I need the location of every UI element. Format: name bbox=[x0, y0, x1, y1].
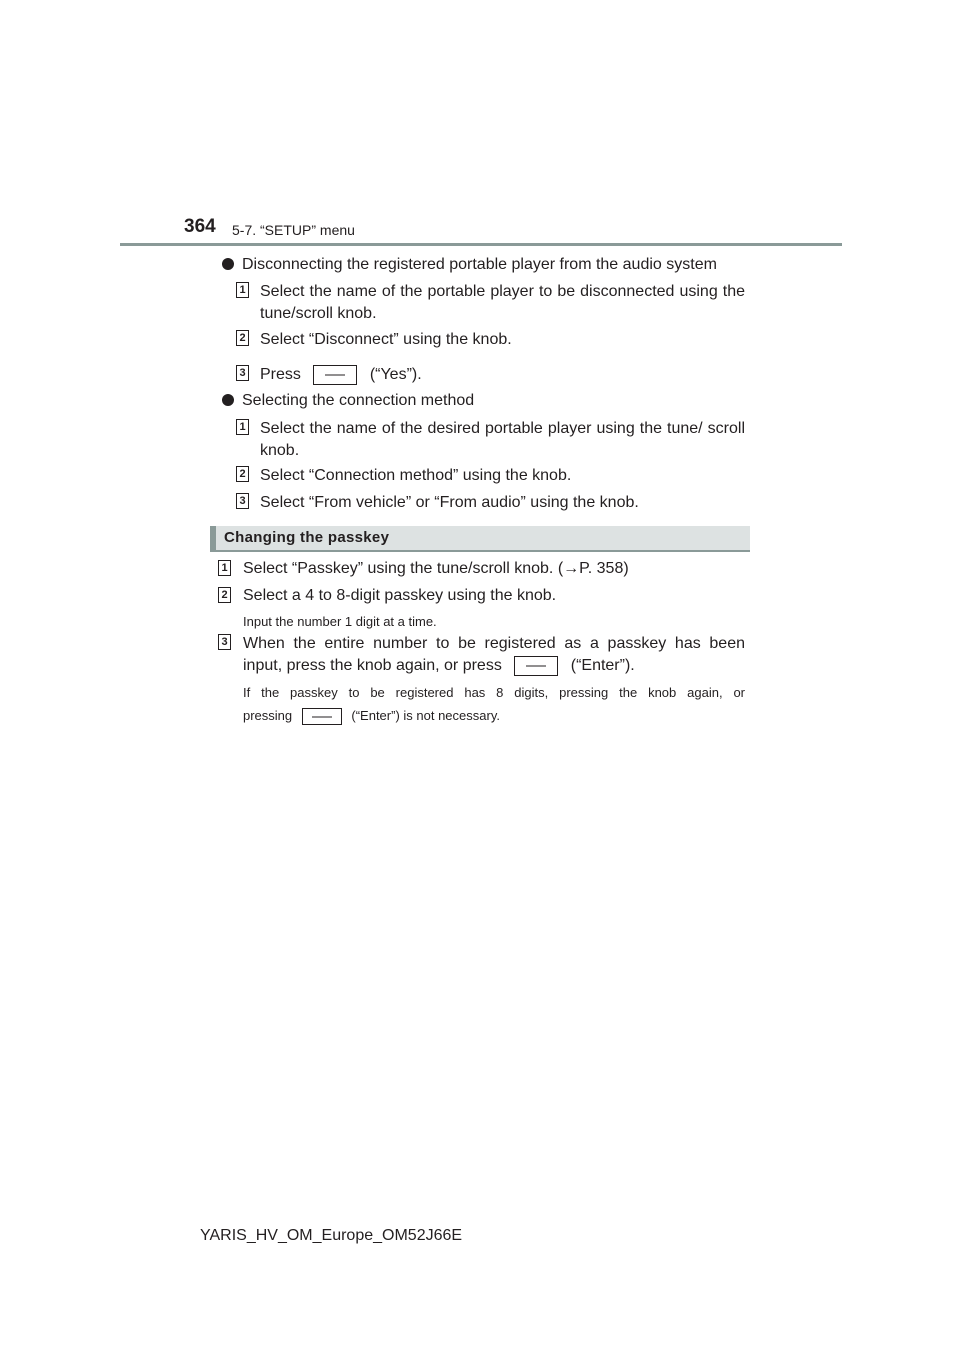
step-number-box: 2 bbox=[218, 587, 231, 603]
passkey-step-3-line-2 bbox=[243, 655, 635, 677]
enter-button-icon bbox=[514, 656, 558, 676]
passkey-step-3-line-1: When the entire number to be registered as a passkey has been bbox=[243, 635, 745, 652]
connection-step-1: Select the name of the desired portable player using the tune/ scroll knob. bbox=[260, 420, 745, 459]
disconnect-step-1: Select the name of the portable player to be disconnected using the tune/scroll knob. bbox=[260, 283, 745, 322]
disconnect-step-2: Select “Disconnect” using the knob. bbox=[260, 331, 512, 348]
passkey-note-line-2 bbox=[243, 704, 500, 727]
yes-label: (“Yes”). bbox=[369, 366, 422, 383]
press-label: Press bbox=[260, 366, 301, 383]
step-number-box: 3 bbox=[218, 634, 231, 650]
passkey-note-line-1: If the passkey to be registered has 8 digits, pressing the knob again, or bbox=[243, 685, 745, 700]
step-number-box: 3 bbox=[236, 365, 249, 381]
page-reference: P. 358) bbox=[579, 560, 629, 577]
enter-button-icon bbox=[302, 708, 342, 725]
bullet-dot-icon bbox=[222, 394, 234, 406]
arrow-icon: → bbox=[563, 560, 580, 577]
step-number-box: 2 bbox=[236, 466, 249, 482]
step-number-box: 1 bbox=[236, 419, 249, 435]
section-title: 5-7. “SETUP” menu bbox=[232, 222, 355, 238]
step-number-box: 1 bbox=[218, 560, 231, 576]
passkey-step-3-prefix: input, press the knob again, or press bbox=[243, 657, 502, 674]
page-number: 364 bbox=[184, 216, 216, 237]
step-number-box: 1 bbox=[236, 282, 249, 298]
passkey-step-1 bbox=[243, 558, 629, 580]
bullet-dot-icon bbox=[222, 258, 234, 270]
disconnect-step-3 bbox=[260, 364, 422, 386]
document-id: YARIS_HV_OM_Europe_OM52J66E bbox=[200, 1227, 463, 1244]
connection-heading-text: Selecting the connection method bbox=[242, 392, 475, 409]
passkey-step-2-note: Input the number 1 digit at a time. bbox=[243, 614, 437, 629]
disconnect-heading-text: Disconnecting the registered portable player from the audio system bbox=[242, 256, 717, 273]
passkey-step-1-text: Select “Passkey” using the tune/scroll knob. ( bbox=[243, 560, 564, 577]
connection-step-3: Select “From vehicle” or “From audio” using the knob. bbox=[260, 494, 639, 511]
passkey-note-prefix: pressing bbox=[243, 708, 293, 723]
passkey-step-2: Select a 4 to 8-digit passkey using the knob. bbox=[243, 587, 557, 604]
section-heading-bar bbox=[210, 526, 750, 552]
yes-button-icon bbox=[313, 365, 357, 385]
connection-step-2: Select “Connection method” using the knob. bbox=[260, 467, 572, 484]
step-number-box: 3 bbox=[236, 493, 249, 509]
passkey-step-3-suffix: (“Enter”). bbox=[570, 657, 635, 674]
connection-heading bbox=[222, 390, 474, 412]
section-heading: Changing the passkey bbox=[224, 529, 390, 546]
header-rule bbox=[120, 243, 842, 246]
step-number-box: 2 bbox=[236, 330, 249, 346]
disconnect-heading bbox=[222, 254, 717, 276]
passkey-note-suffix: (“Enter”) is not necessary. bbox=[351, 708, 500, 723]
